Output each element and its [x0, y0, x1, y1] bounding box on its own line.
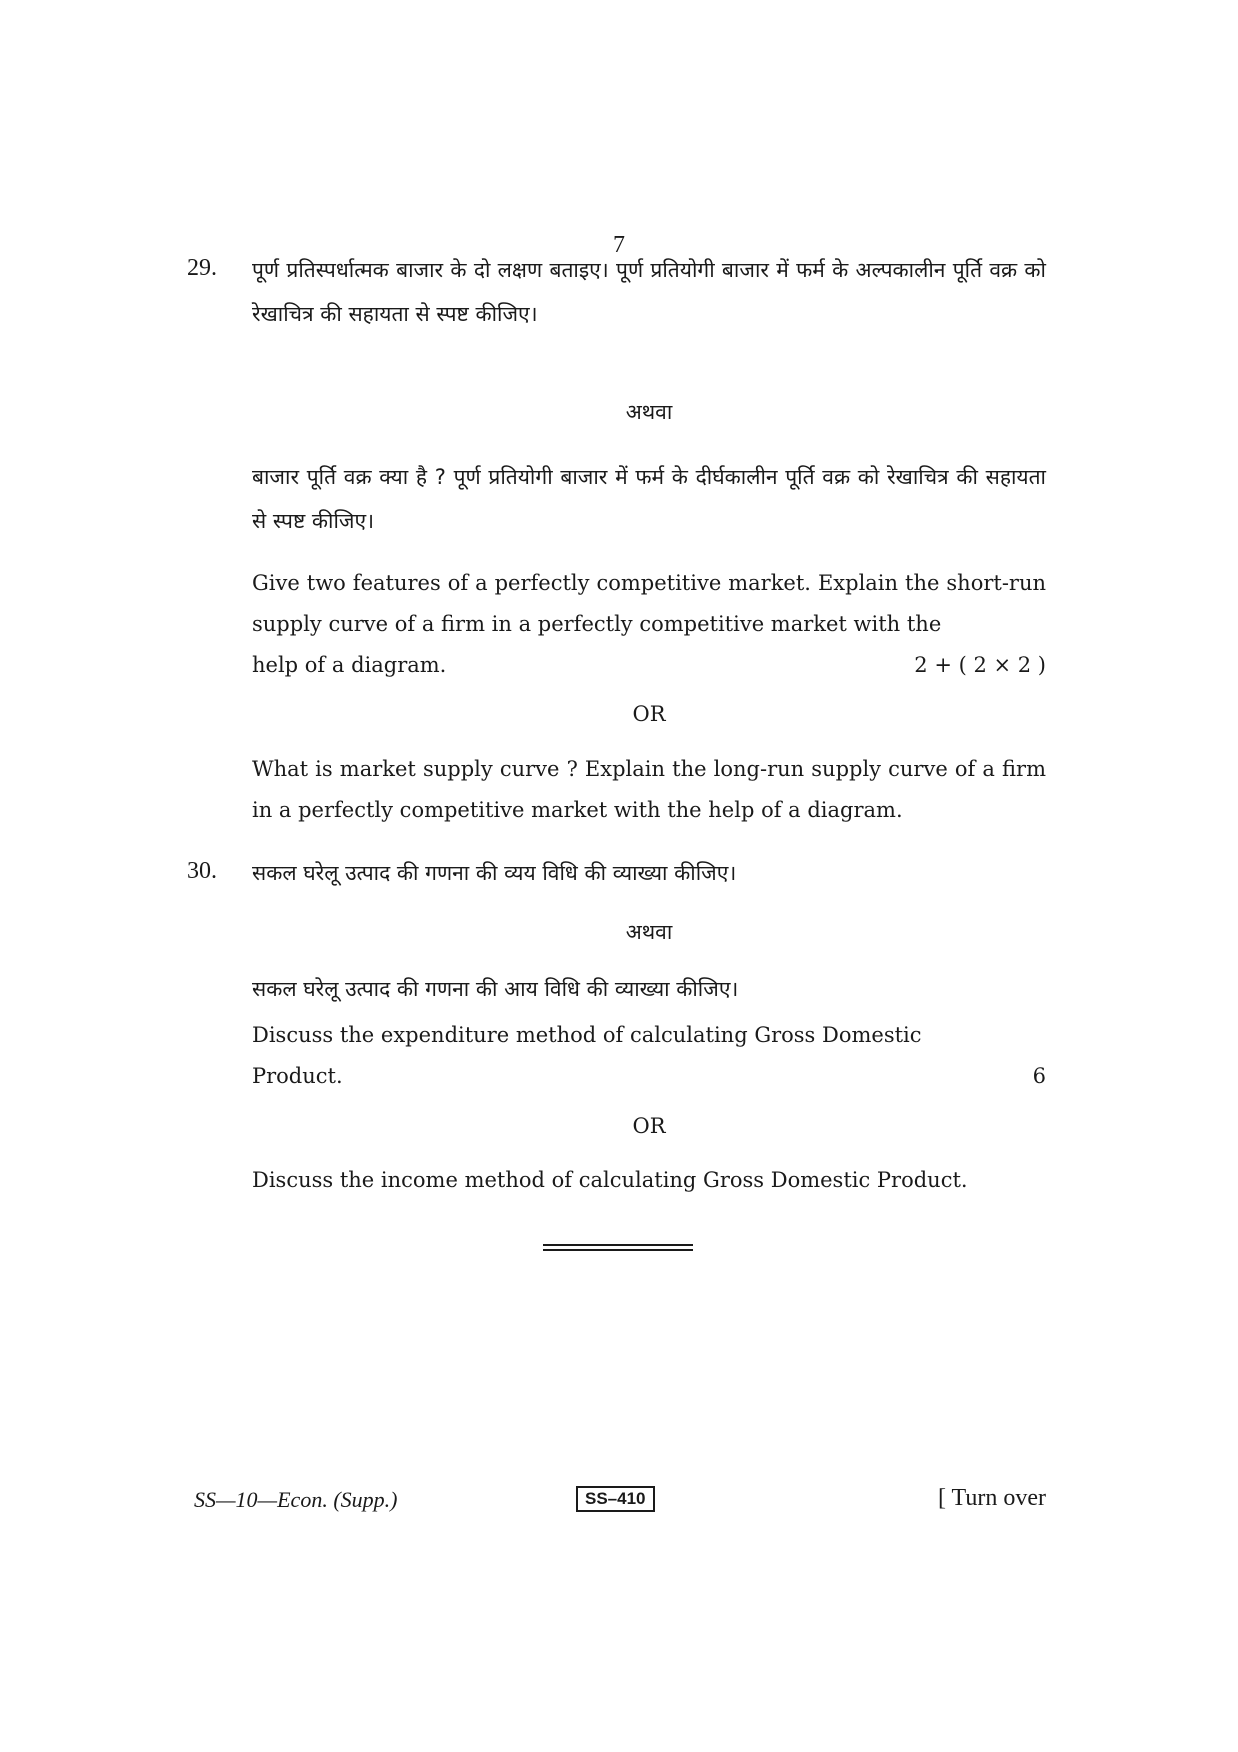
q29-english-or: OR	[632, 702, 666, 726]
q30-english-question	[252, 1015, 1046, 1097]
q29-hindi-or: अथवा	[625, 400, 673, 424]
q30-marks-line	[252, 1056, 1046, 1097]
q30-english-text: Discuss the expenditure method of calculating Gross Domestic	[252, 1023, 922, 1047]
q30-hindi-or: अथवा	[625, 920, 673, 944]
end-rule-bottom	[543, 1249, 693, 1251]
page-number: 7	[613, 232, 625, 258]
q30-hindi-question: सकल घरेलू उत्पाद की गणना की व्यय विधि की व्याख्या कीजिए।	[252, 861, 737, 885]
q29-english-question	[252, 563, 1046, 686]
question-number-29: 29.	[187, 255, 217, 281]
q29-english-text: Give two features of a perfectly competitive market. Explain the short-run supply curve of a firm in a perfectly competitive market with the	[252, 571, 1046, 636]
footer-series-code: SS–410	[576, 1486, 655, 1512]
q29-hindi-alternative: बाजार पूर्ति वक्र क्या है ? पूर्ण प्रतियोगी बाजार में फर्म के दीर्घकालीन पूर्ति वक्र को रेखाचित्र की सहायता से स्पष्ट कीजिए।	[252, 465, 1046, 533]
turn-over-note: [ Turn over	[937, 1485, 1046, 1511]
q30-english-text-last: Product.	[252, 1064, 343, 1088]
q29-hindi-question: पूर्ण प्रतिस्पर्धात्मक बाजार के दो लक्षण बताइए। पूर्ण प्रतियोगी बाजार में फर्म के अल्पकालीन पूर्ति वक्र को रेखाचित्र की सहायता से स्पष्ट कीजिए।	[252, 258, 1046, 326]
question-number-30: 30.	[187, 858, 217, 884]
q29-marks: 2 + ( 2 × 2 )	[914, 653, 1046, 677]
q30-hindi-alternative: सकल घरेलू उत्पाद की गणना की आय विधि की व्याख्या कीजिए।	[252, 977, 739, 1001]
q29-english-alternative: What is market supply curve ? Explain the long-run supply curve of a firm in a perfectly competitive market with the help of a diagram.	[252, 757, 1046, 822]
q30-english-alternative: Discuss the income method of calculating Gross Domestic Product.	[252, 1168, 968, 1192]
q30-marks: 6	[1032, 1064, 1046, 1088]
end-rule-top	[543, 1244, 693, 1246]
footer-paper-code: SS—10—Econ. (Supp.)	[194, 1487, 398, 1512]
q29-marks-line	[252, 645, 1046, 686]
q30-english-or: OR	[632, 1114, 666, 1138]
q29-english-text-last: help of a diagram.	[252, 653, 447, 677]
